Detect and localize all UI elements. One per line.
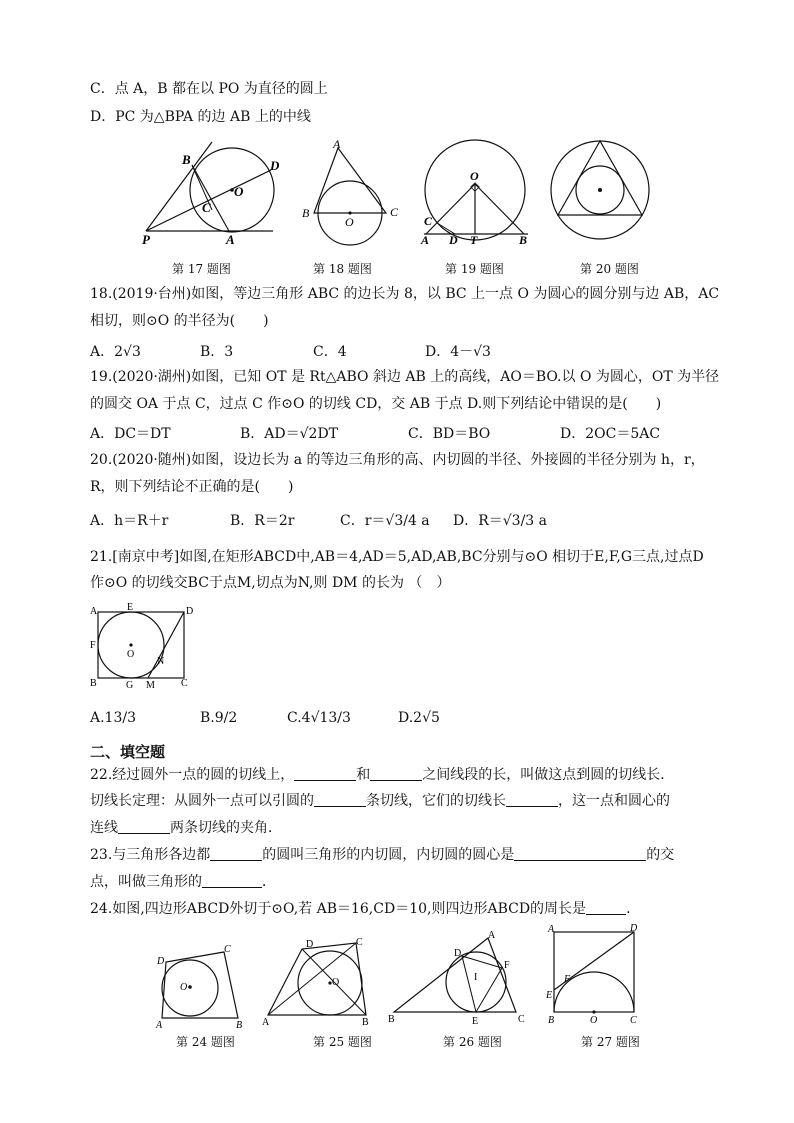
- q23-line1: 23.与三角形各边都 的圆叫三角形的内切圆，内切圆的圆心是 的交: [90, 847, 675, 863]
- label-c: C: [224, 944, 231, 955]
- q21-option-d: D.2√5: [398, 710, 440, 726]
- figure-17: [140, 138, 280, 250]
- label-b: B: [519, 233, 528, 247]
- q19-option-b: B．AD＝√2DT: [240, 426, 339, 442]
- q18-option-d: D．4－√3: [425, 344, 491, 360]
- label-b: B: [388, 1014, 395, 1025]
- label-d: D: [157, 956, 165, 967]
- q21-option-b: B.9/2: [200, 710, 238, 726]
- label-o: O: [180, 982, 188, 993]
- label-f: F: [504, 960, 510, 971]
- label-b: B: [90, 678, 97, 689]
- label-e: E: [127, 602, 134, 613]
- blank[interactable]: [118, 819, 170, 834]
- q18-option-b: B．3: [200, 344, 234, 360]
- figure-20: [548, 138, 658, 250]
- label-b: B: [548, 1015, 555, 1026]
- q21-stem-line1: 21.[南京中考]如图,在矩形ABCD中,AB＝4,AD＝5,AD,AB,BC分别与⊙O 相切于E,F,G三点,过点D: [90, 549, 704, 565]
- figure-27: [544, 922, 644, 1026]
- label-b: B: [236, 1020, 243, 1030]
- label-p: P: [142, 232, 150, 247]
- label-e: E: [546, 990, 553, 1001]
- q21-option-a: A.13/3: [90, 710, 136, 726]
- label-o: O: [470, 169, 479, 183]
- label-d: D: [454, 948, 462, 959]
- label-g: G: [126, 680, 134, 690]
- label-o: O: [345, 215, 354, 229]
- blank[interactable]: [294, 766, 356, 781]
- label-c: C: [630, 1015, 637, 1026]
- label-o: O: [127, 649, 135, 660]
- label-o: O: [234, 184, 244, 199]
- label-a: A: [226, 232, 235, 247]
- label-c: C: [356, 937, 363, 948]
- q19-stem-line1: 19.(2020·湖州)如图，已知 OT 是 Rt△ABO 斜边 AB 上的高线，AO＝BO.以 O 为圆心，OT 为半径: [90, 369, 720, 385]
- q20-stem-line1: 20.(2020·随州)如图，设边长为 a 的等边三角形的高、内切圆的半径、外接圆的半径分别为 h，r，: [90, 452, 705, 468]
- q19-option-d: D．2OC＝5AC: [560, 426, 661, 442]
- label-a: A: [548, 924, 555, 935]
- caption-24: 第 24 题图: [176, 1035, 235, 1049]
- q20-option-d: D．R＝√3/3 a: [453, 513, 548, 529]
- label-d: D: [186, 606, 194, 617]
- blank[interactable]: [586, 900, 626, 915]
- figure-18: [298, 138, 408, 250]
- option-d-text: D．PC 为△BPA 的边 AB 上的中线: [90, 109, 311, 125]
- caption-20: 第 20 题图: [580, 262, 639, 276]
- label-c: C: [424, 214, 433, 228]
- label-e: E: [472, 1016, 479, 1027]
- label-n: N: [157, 656, 165, 667]
- option-c-text: C．点 A，B 都在以 PO 为直径的圆上: [90, 81, 328, 97]
- q22-line3: 连线 两条切线的夹角．: [90, 820, 282, 836]
- blank[interactable]: [506, 792, 558, 807]
- label-c: C: [202, 200, 211, 215]
- caption-27: 第 27 题图: [581, 1035, 640, 1049]
- label-o: O: [590, 1015, 598, 1026]
- label-a: A: [90, 606, 98, 617]
- q23-line2: 点，叫做三角形的 ．: [90, 874, 276, 890]
- q21-stem-line2: 作⊙O 的切线交BC于点M,切点为N,则 DM 的长为 （ ）: [90, 575, 451, 591]
- figure-26: [384, 930, 534, 1027]
- caption-26: 第 26 题图: [443, 1035, 502, 1049]
- figure-24: [150, 938, 250, 1030]
- figure-21: [88, 602, 198, 690]
- q19-option-a: A．DC＝DT: [90, 426, 171, 442]
- q19-option-c: C．BD＝BO: [408, 426, 491, 442]
- q22-line2: 切线长定理：从圆外一点可以引圆的 条切线，它们的切线长 ，这一点和圆心的: [90, 793, 670, 809]
- label-b: B: [302, 206, 310, 220]
- q20-option-c: C．r＝√3/4 a: [340, 513, 430, 529]
- q18-option-a: A．2√3: [90, 344, 141, 360]
- blank[interactable]: [202, 873, 262, 888]
- label-b: B: [182, 152, 191, 167]
- q20-option-b: B．R＝2r: [230, 513, 295, 529]
- blank[interactable]: [314, 792, 366, 807]
- q18-option-c: C．4: [313, 344, 347, 360]
- q24-line: 24.如图,四边形ABCD外切于⊙O,若 AB＝16,CD＝10,则四边形ABCD的周长是 .: [90, 901, 631, 917]
- label-m: M: [146, 680, 155, 690]
- label-i: I: [474, 972, 478, 983]
- label-a: A: [333, 138, 341, 151]
- label-f: F: [564, 974, 571, 985]
- label-d: D: [306, 939, 314, 950]
- q18-stem-line1: 18.(2019·台州)如图，等边三角形 ABC 的边长为 8，以 BC 上一点 O 为圆心的圆分别与边 AB，AC: [90, 286, 720, 302]
- blank[interactable]: [210, 846, 262, 861]
- blank[interactable]: [514, 846, 646, 861]
- label-b: B: [362, 1017, 369, 1027]
- label-a: A: [421, 233, 430, 247]
- q19-stem-line2: 的圆交 OA 于点 C，过点 C 作⊙O 的切线 CD，交 AB 于点 D.则下列结论中错误的是( ): [90, 396, 662, 412]
- label-d: D: [630, 923, 638, 934]
- label-d: D: [449, 233, 458, 247]
- q20-stem-line2: R，则下列结论不正确的是( ): [90, 479, 294, 495]
- q22-line1: 22.经过圆外一点的圆的切线上， 和 之间线段的长，叫做这点到圆的切线长．: [90, 767, 675, 783]
- q20-option-a: A．h＝R＋r: [90, 513, 169, 529]
- caption-25: 第 25 题图: [313, 1035, 372, 1049]
- blank[interactable]: [370, 766, 422, 781]
- label-c: C: [390, 205, 399, 219]
- label-f: F: [90, 640, 96, 651]
- caption-19: 第 19 题图: [445, 262, 504, 276]
- figure-19: [418, 138, 538, 250]
- label-a: A: [156, 1020, 163, 1030]
- label-a: A: [488, 930, 496, 941]
- q18-stem-line2: 相切，则⊙O 的半径为( ): [90, 313, 269, 329]
- caption-18: 第 18 题图: [313, 262, 372, 276]
- figure-25: [258, 935, 378, 1027]
- q21-option-c: C.4√13/3: [287, 710, 351, 726]
- label-a: A: [262, 1017, 270, 1027]
- caption-17: 第 17 题图: [172, 262, 231, 276]
- label-c: C: [518, 1014, 525, 1025]
- label-t: T: [470, 233, 478, 247]
- label-d: D: [270, 158, 280, 173]
- label-o: O: [332, 977, 340, 988]
- label-c: C: [181, 678, 188, 689]
- section-heading: 二、填空题: [90, 743, 166, 761]
